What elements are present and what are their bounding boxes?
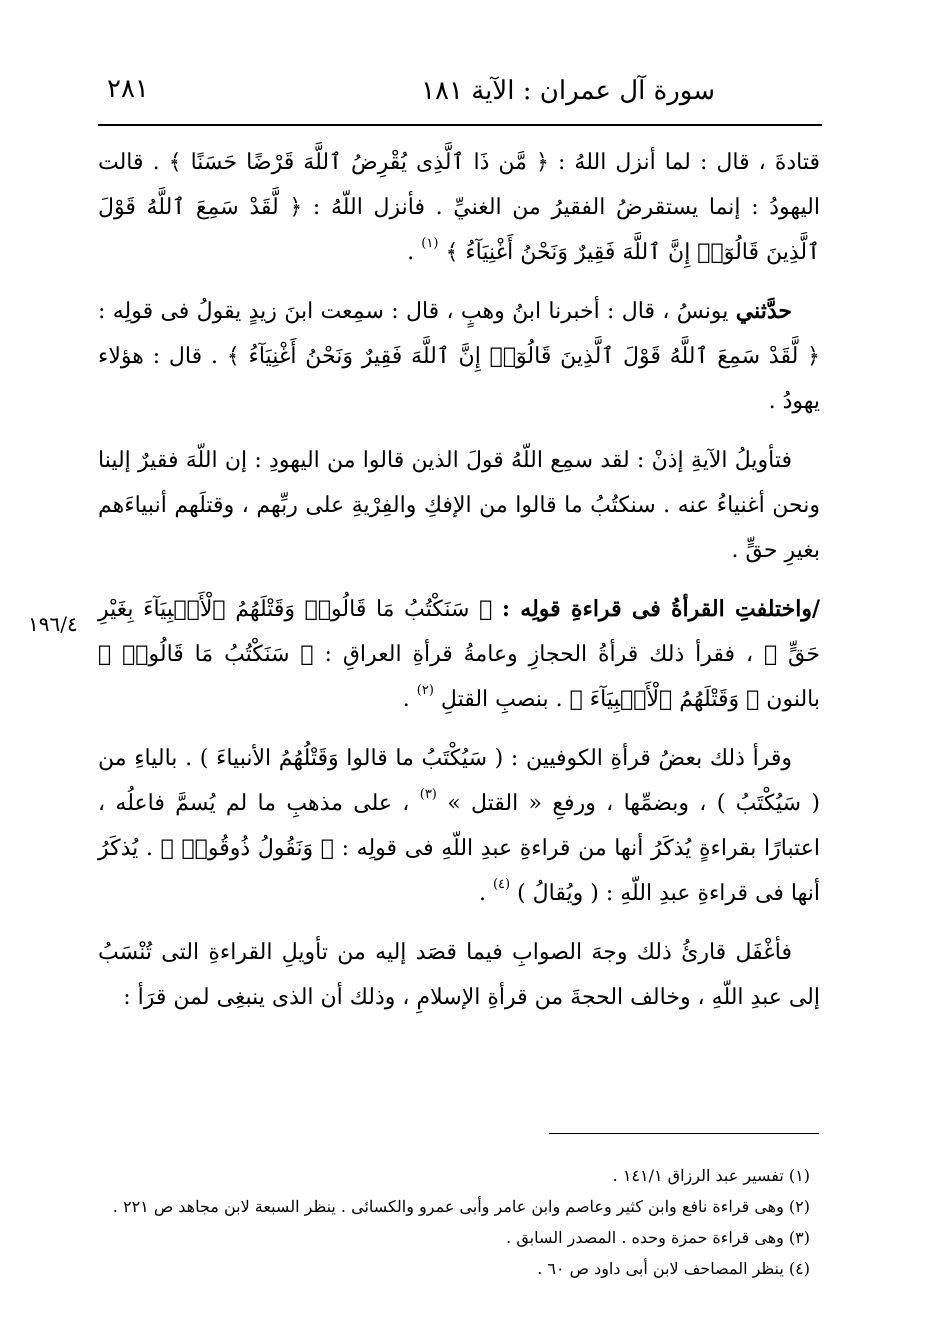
text-line: ونحن أغنياءُ عنه . سنكتُبُ ما قالوا من الإفكِ والفِرْيةِ على ربِّهم ، وقتلَهم أنبياءَهم (98, 493, 820, 518)
footnote-mark: (٤) (492, 877, 511, 892)
footnotes (98, 1160, 810, 1284)
paragraph-4: /واختلفتِ القرأةُ فى قراءةِ قولِه : ﴿ سَنَكْتُبُ مَا قَالُوا۟ وَقَتْلَهُمُ ٱلْأَنۢبِيَآءَ بِغَيْرِ حَقٍّ ﴾ ، فقرأ ذلك قرأةُ الحجازِ وعامةُ قرأةِ العراقِ : ﴿ سَنَكْتُبُ مَا قَالُوا۟ ﴾ بالنون ﴿ وَقَتْلَهُمُ ٱلْأَنۢبِيَآءَ ﴾ . بنصبِ القتلِ $^{(٢)}$ . (98, 596, 820, 712)
text-line: ﴿ سَنَكْتُبُ مَا قَالُوا۟ وَقَتْلَهُمُ ٱلْأَنۢبِيَآءَ بِغَيْرِ (98, 597, 502, 622)
page-number: ٢٨١ (107, 74, 149, 104)
text-line: وقرأ ذلك بعضُ قرأةِ الكوفيين : ( سَيُكْتَبُ ما قالوا وَقَتْلُهُمُ الأنبياءَ ) . بالياءِ من (98, 746, 792, 771)
header-rule (98, 124, 822, 126)
footnote-mark: (٢) (416, 683, 434, 698)
text-line: إنما يستقرضُ الفقيرُ من الغنيِّ . فأنزل اللّهُ : ﴿ لَّقَدْ سَمِعَ ٱللَّهُ قَوْلَ ٱلَّذِينَ قَالُوٓا۟ إِنَّ ٱللَّهَ (98, 195, 820, 265)
text-line: ( سَيُكْتَبُ ) ، وبضمِّها ، ورفعِ « القتل » (447, 791, 820, 816)
hadith-lead: حدَّثني (735, 298, 792, 324)
text-line: ، على مذهبِ ما لم يُسمَّ فاعلُه ، اعتبارًا (98, 791, 820, 861)
footnote: (٤) ينظر المصاحف لابن أبى داود ص ٦٠ . (537, 1259, 810, 1278)
running-title: سورة آل عمران : الآية ١٨١ (421, 76, 715, 106)
margin-volume-page-reference: ١٩٦/٤ (28, 612, 78, 636)
paragraph-3 (98, 438, 820, 573)
text-line: بقراءةٍ يُذكَرُ أنها من قراءةِ عبدِ اللّهِ فى قولِه : ﴿ وَنَقُولُ ذُوقُوا۟ ﴾ . يُذكَرُ أنها فى قراءةِ (98, 836, 820, 906)
main-text (98, 140, 820, 1034)
text-line: بغيرِ حقٍّ . (731, 538, 820, 563)
text-line: يونسُ ، قال : أخبرنا ابنُ وهبٍ ، قال : سمِعت ابنَ زيدٍ يقولُ فى قولِه : (98, 299, 736, 324)
text-line: فأغْفَل قارئُ ذلك وجهَ الصوابِ فيما قصَد إليه من تأويلِ القراءةِ التى تُنْسَبُ (98, 940, 792, 965)
text-line: إلى عبدِ اللّهِ ، وخالف الحجةَ من قرأةِ الإسلامِ ، وذلك أن الذى ينبغِى لمن قرَأ : (123, 985, 820, 1010)
footnote: (١) تفسير عبد الرزاق ١٤١/١ . (612, 1166, 810, 1185)
paragraph-6 (98, 930, 820, 1020)
footnote: (٢) وهى قراءة نافع وابن كثير وعاصم وابن عامر وأبى عمرو والكسائى . ينظر السبعة لابن مجاهد ص ٢٢١ . (112, 1197, 810, 1216)
footnote: (٣) وهى قراءة حمزة وحده . المصدر السابق . (506, 1228, 810, 1247)
paragraph-1: قتادةَ ، قال : لما أنزل اللهُ : ﴿ مَّن ذَا ٱلَّذِى يُقْرِضُ ٱللَّهَ قَرْضًا حَسَنًا ﴾ . قالت اليهودُ : إنما يستقرضُ الفقيرُ من الغنيِّ . فأنزل اللّهُ : ﴿ لَّقَدْ سَمِعَ ٱللَّهُ قَوْلَ ٱلَّذِينَ قَالُوٓا۟ إِنَّ ٱللَّهَ فَقِيرٌ وَنَحْنُ أَغْنِيَآءُ ﴾ $^{(١)}$ . (98, 150, 821, 265)
page-header (95, 64, 825, 124)
footnote-mark: (٣) (419, 787, 437, 802)
text-line: ﴿ لَّقَدْ سَمِعَ ٱللَّهُ قَوْلَ ٱلَّذِينَ قَالُوٓا۟ إِنَّ ٱللَّهَ فَقِيرٌ وَنَحْنُ أَغْنِيَآءُ ﴾ . قال : هؤلاء يهودُ . (98, 344, 820, 414)
text-line: قتادةَ ، قال : لما أنزل اللهُ : ﴿ مَّن ذَا ٱلَّذِى يُقْرِضُ ٱللَّهَ قَرْضًا حَسَنًا ﴾ . قالت اليهودُ : (98, 150, 821, 220)
text-line: فَقِيرٌ وَنَحْنُ أَغْنِيَآءُ ﴾ (445, 240, 616, 265)
text-line: عبدِ اللّهِ : ( ويُقالُ ) (517, 881, 691, 906)
paragraph-5: وقرأ ذلك بعضُ قرأةِ الكوفيين : ( سَيُكْتَبُ ما قالوا وَقَتْلُهُمُ الأنبياءَ ) . بالياءِ من ( سَيُكْتَبُ ) ، وبضمِّها ، ورفعِ « القتل » $^{(٣)}$ ، على مذهبِ ما لم يُسمَّ فاعلُه ، اعتبارًا بقراءةٍ يُذكَرُ أنها من قراءةِ عبدِ اللّهِ فى قولِه : ﴿ وَنَقُولُ ذُوقُوا۟ ﴾ . يُذكَرُ أنها فى قراءةِ عبدِ اللّهِ : ( ويُقالُ ) $^{(٤)}$ . (98, 746, 820, 906)
section-lead: /واختلفتِ القرأةُ فى قراءةِ قولِه : (501, 596, 820, 622)
text-line: ﴿ وَقَتْلَهُمُ ٱلْأَنۢبِيَآءَ ﴾ . بنصبِ القتلِ (440, 687, 760, 712)
paragraph-2 (98, 289, 820, 424)
text-line: حَقٍّ ﴾ ، فقرأ ذلك قرأةُ الحجازِ وعامةُ قرأةِ العراقِ : ﴿ سَنَكْتُبُ مَا قَالُوا۟ ﴾ بالنون (98, 642, 820, 712)
footnotes-rule (549, 1133, 819, 1134)
text-line: فتأويلُ الآيةِ إذنْ : لقد سمِع اللّهُ قولَ الذين قالوا من اليهودِ : إن اللّهَ فقيرٌ إلينا (98, 448, 792, 473)
footnote-mark: (١) (421, 236, 439, 251)
